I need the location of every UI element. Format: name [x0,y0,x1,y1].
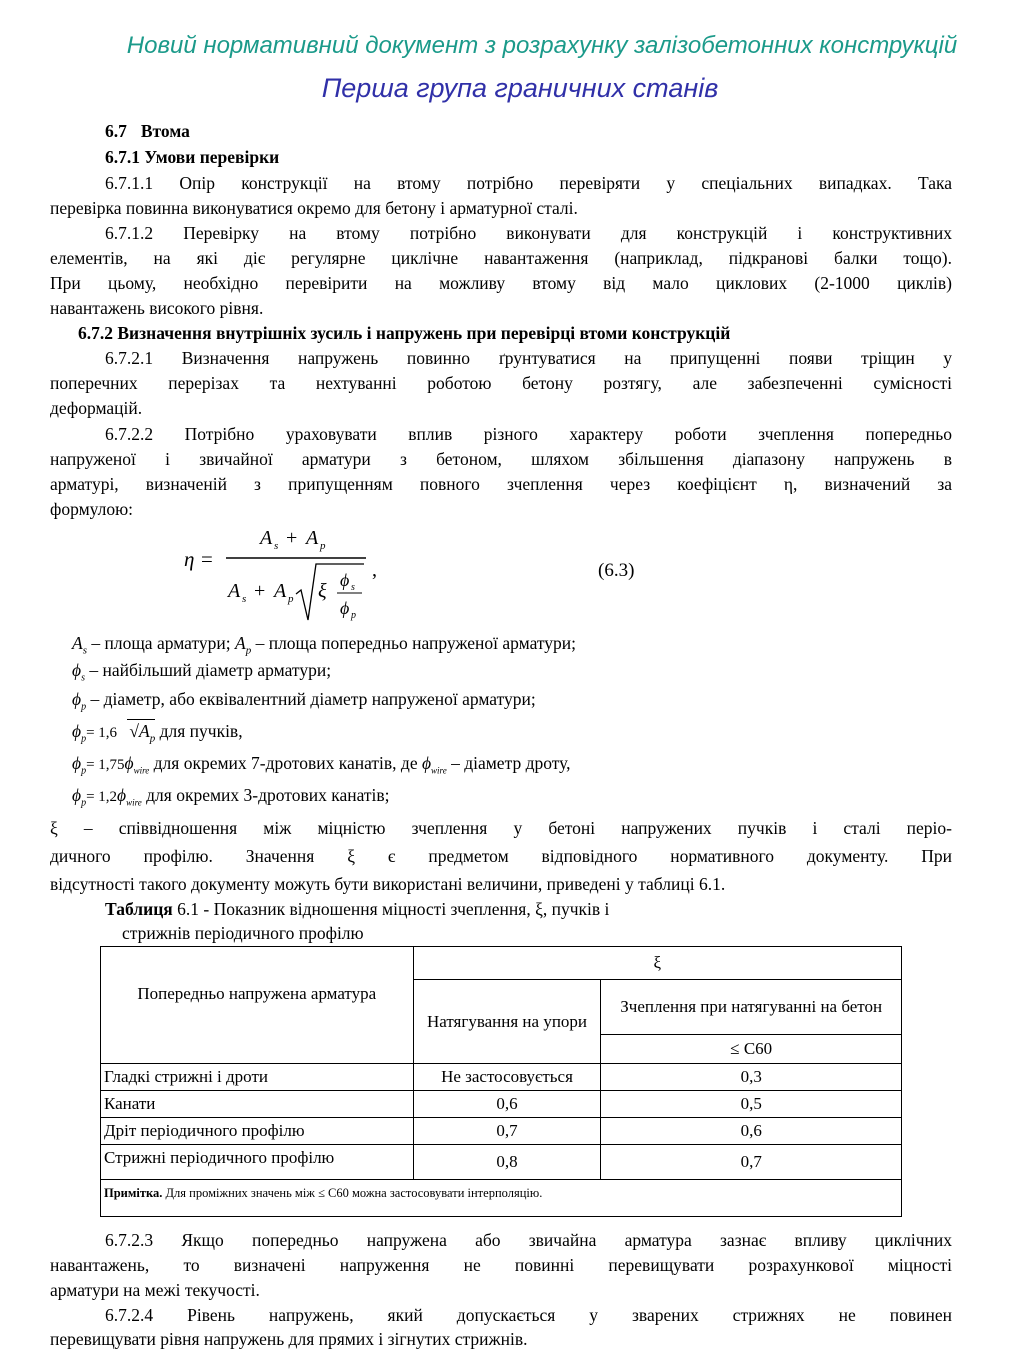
section-6-7-2-heading: 6.7.2 Визначення внутрішніх зусиль і напружень при перевірці втоми конструкцій [78,323,731,343]
sym-wire-sub: wire [126,797,142,808]
table-header-pretension: Натягування на упори [413,980,601,1064]
sym-phi: ϕ [72,660,82,680]
table-cell-v2: 0,6 [601,1118,902,1145]
paragraph-line: формулою: [50,499,134,519]
sym-ap: A [235,633,246,653]
def-bundles-line [72,719,974,751]
slide-title: Новий нормативний документ з розрахунку залізобетонних конструкцій [126,32,958,59]
paragraph-line: При цьому, необхідно перевірити на можливу втому від мало циклових (2-1000 циклів) [50,273,952,293]
sym-phi: ϕ [72,785,82,805]
table-cell-name: Канати [101,1091,414,1118]
table-cell-name: Дріт періодичного профілю [101,1118,414,1145]
sym-phi: ϕ [72,689,82,709]
paragraph-line: 6.7.2.2 Потрібно ураховувати вплив різного характеру роботи зчеплення попередньо [105,424,952,444]
table-note-label: Примітка. [104,1186,163,1200]
formula-den-ap: A [274,580,287,602]
sym-as: A [72,633,83,653]
table-row [101,1118,902,1145]
formula-num-ap-sub: p [320,540,326,552]
table-header-reinforcement: Попередньо напружена арматура [101,947,414,1064]
def-seven-line [72,752,974,783]
formula-comma: , [372,559,377,581]
formula-xi: ξ [318,580,327,602]
paragraph-line: ξ – співвідношення між міцністю зчеплення у бетоні напружених пучків і сталі періо- [50,818,952,838]
formula-den-ap-sub: p [288,593,294,605]
formula-6-3 [180,520,660,628]
sym-phi-sub: p [81,797,87,809]
paragraph-line: 6.7.2.4 Рівень напружень, який допускається у зварених стрижнях не повинен [105,1305,952,1325]
coef-bundles: = 1,6 [86,725,118,741]
formula-num-ap: A [306,527,319,549]
formula-lhs: η = [184,547,214,571]
formula-num-plus: + [286,527,298,549]
paragraph-line: елементів, на які діє регулярне циклічне навантаження (наприклад, підкранові балки тощо). [50,248,952,268]
def-phip-line [72,688,974,719]
sym-phi-sub: p [81,765,87,777]
paragraph-line: деформацій. [50,398,143,418]
table-caption [105,898,609,920]
table-header-row [101,947,902,980]
paragraph-line: арматурі, визначеній з припущенням повного зчеплення через коефіцієнт η, визначений за [50,474,952,494]
table-caption-label: Таблиця [105,899,173,919]
sym-phi: ϕ [124,753,134,773]
formula-den-plus: + [254,580,266,602]
formula-number: (6.3) [598,560,635,581]
sym-phi: ϕ [117,785,127,805]
paragraph-line: 6.7.1.2 Перевірку на втому потрібно виконувати для конструкцій і конструктивних [105,223,952,243]
sym-ap-sub: p [149,732,156,745]
formula-phi-p: ϕ [340,598,350,618]
section-6-7-1-heading: 6.7.1 Умови перевірки [105,147,280,167]
formula-phi-s: ϕ [340,570,350,590]
table-note-row [101,1180,902,1217]
table-row [101,1064,902,1091]
sym-phi-sub: s [81,672,85,684]
sym-wire-sub: wire [431,765,447,776]
def-phis-text: – найбільший діаметр арматури; [84,660,332,680]
coef-seven: = 1,75 [86,757,125,773]
paragraph-line: навантажень, то визначені напруження не повинні перевищувати розрахункової міцності [50,1255,952,1275]
def-seven-tail: – діаметр дроту, [446,753,571,773]
table-cell-v1: 0,6 [413,1091,601,1118]
sym-phi: ϕ [72,753,82,773]
formula-num-as: A [260,527,273,549]
def-bundles-text: для пучків, [155,721,243,741]
section-6-7-heading [105,120,952,142]
table-note [101,1180,902,1217]
section-title: Втома [140,121,190,141]
table-header-xi: ξ [413,947,901,980]
def-phis-line [72,659,974,690]
paragraph-line: 6.7.1.1 Опір конструкції на втому потрібно перевіряти у спеціальних випадках. Така [105,173,952,193]
table-cell-name: Гладкі стрижні і дроти [101,1064,414,1091]
def-ap-text: – площа попередньо напруженої арматури; [251,633,577,653]
sym-ap-sub: p [245,644,252,657]
formula-den-as-sub: s [242,593,247,605]
paragraph-line: 6.7.2.1 Визначення напружень повинно ґрунтуватися на припущенні появи тріщин у [105,348,952,368]
paragraph-line: перевищувати рівня напружень для прямих і зігнутих стрижнів. [50,1329,528,1349]
table-header-c60: ≤ C60 [601,1035,902,1064]
table-row [101,1145,902,1180]
sym-phi: ϕ [421,753,432,773]
table-cell-v2: 0,5 [601,1091,902,1118]
formula-graphic [180,520,660,628]
table-cell-v1: 0,7 [413,1118,601,1145]
table-note-text: Для проміжних значень між ≤ C60 можна застосовувати інтерполяцію. [162,1186,543,1200]
table-cell-v1: 0,8 [413,1145,601,1180]
sym-as-sub: s [82,644,87,657]
paragraph-line: перевірка повинна виконуватися окремо для бетону і арматурної сталі. [50,198,578,218]
paragraph-line: поперечних перерізах та нехтуванні роботою бетону розтягу, але забезпеченні сумісності [50,373,952,393]
sym-phi-sub: p [81,733,87,745]
paragraph-line: дичного профілю. Значення ξ є предметом відповідного нормативного документу. При [50,846,952,866]
formula-den-as: A [228,580,241,602]
table-cell-v2: 0,7 [601,1145,902,1180]
paragraph-line: 6.7.2.3 Якщо попередньо напружена або звичайна арматура зазнає впливу циклічних [105,1230,952,1250]
paragraph-line: відсутності такого документу можуть бути використані величини, приведені у таблиці 6.1. [50,874,726,894]
sqrt-ap: $√A_p$ [127,719,155,750]
def-three-text: для окремих 3-дротових канатів; [141,785,390,805]
sym-wire-sub: wire [133,765,150,776]
sym-phi-sub: p [81,701,87,713]
slide-subtitle: Перша група граничних станів [321,73,719,103]
paragraph-line: напруженої і звичайної арматури з бетоном, шляхом збільшення діапазону напружень в [50,449,952,469]
table-row [101,1091,902,1118]
def-as-line [72,632,974,662]
sym-phi: ϕ [72,721,82,741]
formula-phi-s-sub: s [351,582,355,593]
paragraph-line: арматури на межі текучості. [50,1280,260,1300]
sym-ap: A [139,721,150,741]
table-header-bond: Зчеплення при натягуванні на бетон [601,980,902,1035]
def-seven-text: для окремих 7-дротових канатів, де [149,753,422,773]
section-number: 6.7 [105,121,127,141]
table-caption-line2: стрижнів періодичного профілю [122,923,364,943]
paragraph-line: навантажень високого рівня. [50,298,264,318]
coef-three: = 1,2 [86,789,118,805]
table-cell-name: Стрижні періодичного профілю [101,1145,414,1180]
formula-num-as-sub: s [274,540,279,552]
table-caption-text: 6.1 - Показник відношення міцності зчеплення, ξ, пучків і [172,899,610,919]
def-as-text: – площа арматури; [86,633,235,653]
def-three-line [72,784,974,815]
table-cell-v2: 0,3 [601,1064,902,1091]
def-phip-text: – діаметр, або еквівалентний діаметр напруженої арматури; [86,689,536,709]
formula-phi-p-sub: p [351,610,356,621]
table-cell-v1: Не застосовується [413,1064,601,1091]
table-6-1 [100,946,902,1217]
